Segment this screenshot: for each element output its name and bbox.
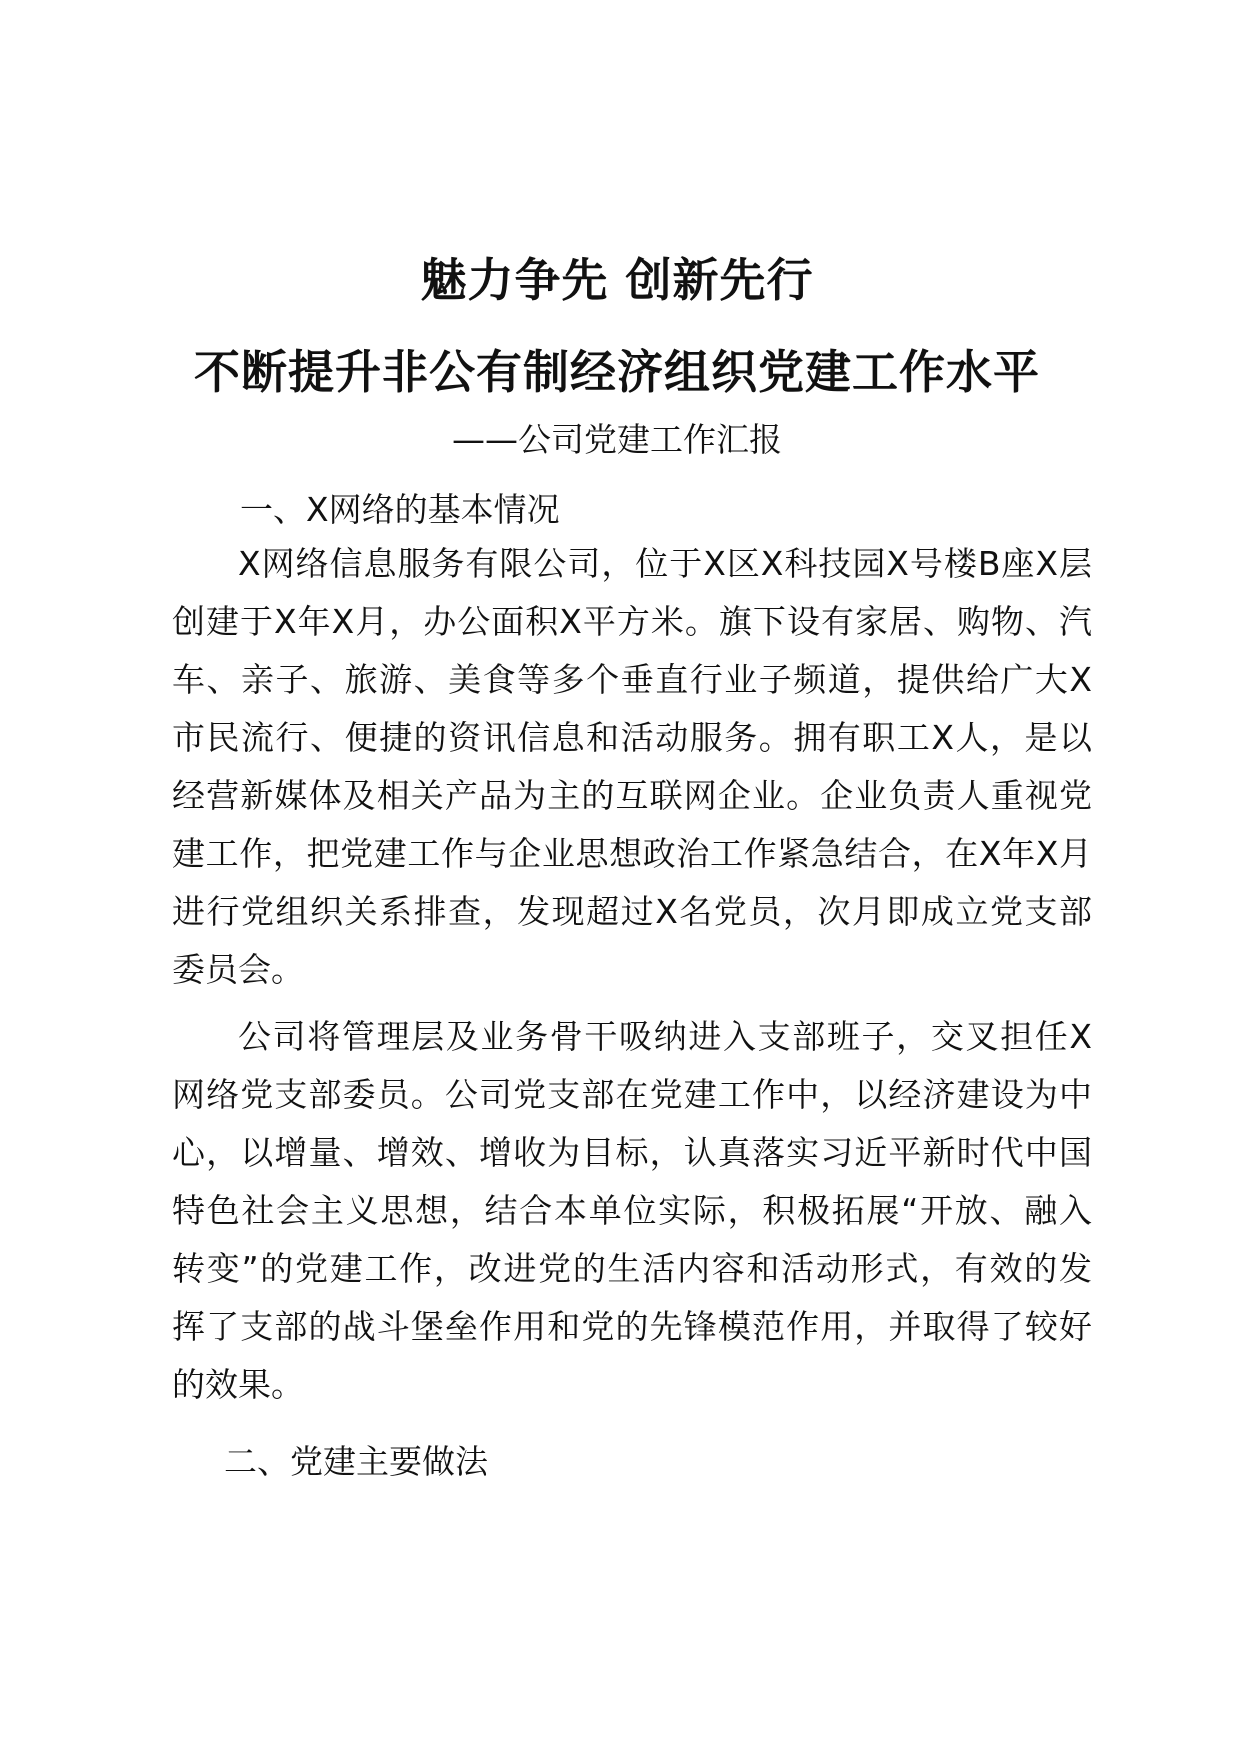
paragraph-2-line: 心，以增量、增效、增收为目标，认真落实习近平新时代中国: [172, 1133, 1092, 1172]
paragraph-1-line: 经营新媒体及相关产品为主的互联网企业。企业负责人重视党: [172, 776, 1092, 815]
paragraph-2-line: 网络党支部委员。公司党支部在党建工作中，以经济建设为中: [172, 1075, 1092, 1114]
paragraph-2-line: 转变”的党建工作，改进党的生活内容和活动形式，有效的发: [172, 1249, 1092, 1288]
paragraph-2-line: 特色社会主义思想，结合本单位实际，积极拓展“开放、融入: [172, 1191, 1092, 1230]
title-line-2: 不断提升非公有制经济组织党建工作水平: [194, 345, 1040, 399]
section-2-heading: 二、党建主要做法: [224, 1442, 488, 1481]
paragraph-1-line: 委员会。: [172, 950, 304, 989]
section-1-heading: 一、X网络的基本情况: [240, 490, 560, 529]
paragraph-1-line: 建工作，把党建工作与企业思想政治工作紧急结合，在X年X月: [172, 834, 1092, 873]
paragraph-1-line: 创建于X年X月，办公面积X平方米。旗下设有家居、购物、汽: [172, 602, 1092, 641]
paragraph-1-line: 进行党组织关系排查，发现超过X名党员，次月即成立党支部: [172, 892, 1092, 931]
paragraph-1-line: 市民流行、便捷的资讯信息和活动服务。拥有职工X人，是以: [172, 718, 1092, 757]
paragraph-2-line: 挥了支部的战斗堡垒作用和党的先锋模范作用，并取得了较好: [172, 1307, 1092, 1346]
title-line-1: 魅力争先 创新先行: [420, 253, 814, 307]
paragraph-1-line: 车、亲子、旅游、美食等多个垂直行业子频道，提供给广大X: [172, 660, 1092, 699]
paragraph-2-line: 的效果。: [172, 1365, 304, 1404]
paragraph-1-line: X网络信息服务有限公司，位于X区X科技园X号楼B座X层: [238, 544, 1092, 583]
subtitle: ——公司党建工作汇报: [452, 420, 782, 459]
paragraph-2-line: 公司将管理层及业务骨干吸纳进入支部班子，交叉担任X: [238, 1017, 1092, 1056]
